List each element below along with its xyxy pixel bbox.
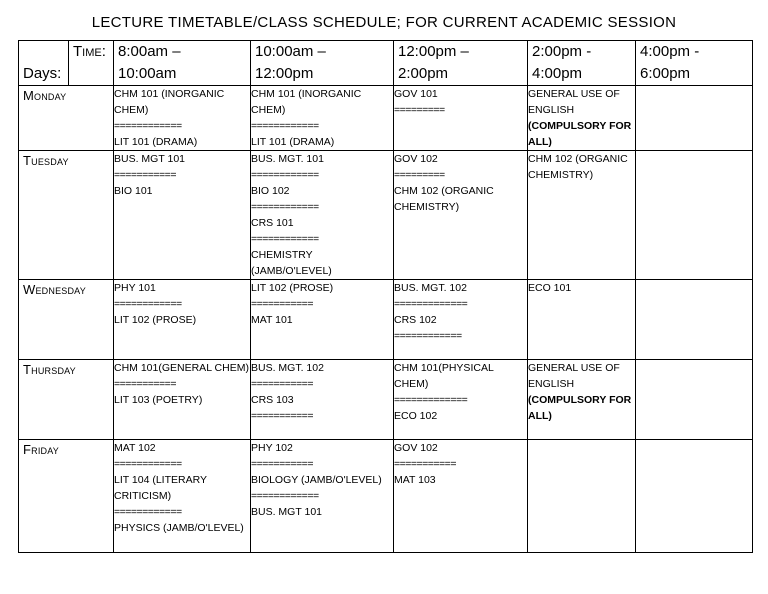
schedule-cell (394, 360, 528, 440)
slot-start: 10:00am – (255, 43, 326, 60)
separator: ============ (251, 490, 319, 502)
slot-header (528, 41, 636, 86)
separator: =========== (251, 458, 313, 470)
schedule-cell (636, 86, 753, 151)
schedule-cell (528, 86, 636, 151)
slot-start: 4:00pm - (640, 43, 700, 60)
timetable (18, 40, 753, 553)
slot-end: 10:00am (118, 65, 177, 82)
separator: =========== (114, 378, 176, 390)
header-row (19, 41, 753, 86)
slot-header (251, 41, 394, 86)
course-entry: LIT 103 (POETRY) (114, 394, 203, 406)
schedule-cell (114, 151, 251, 280)
schedule-cell (251, 440, 394, 553)
table-row (19, 280, 753, 360)
course-entry: MAT 103 (394, 474, 436, 486)
schedule-cell (394, 440, 528, 553)
days-label: Days: (23, 65, 62, 82)
course-entry: BIOLOGY (JAMB/O'LEVEL) (251, 474, 382, 486)
separator: ============ (114, 506, 182, 518)
course-entry: CRS 102 (394, 314, 437, 326)
course-entry: LIT 101 (DRAMA) (114, 136, 198, 148)
course-entry: CHM 101 (INORGANIC CHEM) (251, 88, 362, 116)
day-cell (19, 151, 114, 280)
schedule-cell (251, 360, 394, 440)
day-cell (19, 86, 114, 151)
course-entry: BIO 101 (114, 185, 153, 197)
schedule-cell (114, 440, 251, 553)
schedule-cell (394, 86, 528, 151)
course-entry: PHYSICS (JAMB/O'LEVEL) (114, 522, 244, 534)
course-entry: BUS. MGT 101 (251, 506, 322, 518)
separator: =========== (251, 378, 313, 390)
course-entry: PHY 101 (114, 282, 156, 294)
course-entry: LIT 104 (LITERARY CRITICISM) (114, 474, 207, 502)
time-header (69, 41, 114, 86)
course-entry: GOV 102 (394, 442, 438, 454)
separator: ============ (114, 120, 182, 132)
schedule-cell (528, 280, 636, 360)
day-cell (19, 280, 114, 360)
slot-header (636, 41, 753, 86)
course-entry: CHM 101(GENERAL CHEM) (114, 362, 249, 374)
day-label: Tuesday (23, 153, 69, 168)
schedule-cell (636, 151, 753, 280)
day-cell (19, 440, 114, 553)
separator: ============ (251, 201, 319, 213)
course-entry: MAT 102 (114, 442, 156, 454)
separator: ========= (394, 169, 445, 181)
course-entry: CHM 101(PHYSICAL CHEM) (394, 362, 494, 390)
slot-end: 6:00pm (640, 65, 691, 82)
slot-start: 12:00pm – (398, 43, 469, 60)
slot-header (114, 41, 251, 86)
slot-end: 12:00pm (255, 65, 314, 82)
day-label: Monday (23, 88, 67, 103)
course-entry: LIT 102 (PROSE) (114, 314, 197, 326)
separator: ============ (394, 330, 462, 342)
course-entry: BUS. MGT. 102 (394, 282, 467, 294)
page-title: LECTURE TIMETABLE/CLASS SCHEDULE; FOR CURRENT ACADEMIC SESSION (91, 14, 677, 31)
course-entry: (COMPULSORY FOR ALL) (528, 394, 632, 422)
separator: ========= (394, 104, 445, 116)
schedule-cell (114, 280, 251, 360)
slot-end: 2:00pm (398, 65, 449, 82)
course-entry: GOV 101 (394, 88, 438, 100)
separator: =========== (114, 169, 176, 181)
table-row (19, 360, 753, 440)
slot-start: 2:00pm - (532, 43, 592, 60)
slot-header (394, 41, 528, 86)
separator: =========== (251, 410, 313, 422)
separator: ============= (394, 298, 468, 310)
schedule-cell (636, 360, 753, 440)
course-entry: ECO 102 (394, 410, 438, 422)
day-cell (19, 360, 114, 440)
course-entry: LIT 101 (DRAMA) (251, 136, 335, 148)
course-entry: CHEMISTRY (JAMB/O'LEVEL) (251, 249, 332, 277)
course-entry: ECO 101 (528, 282, 572, 294)
course-entry: (COMPULSORY FOR ALL) (528, 120, 632, 148)
schedule-cell (114, 86, 251, 151)
course-entry: BUS. MGT. 102 (251, 362, 324, 374)
schedule-cell (636, 280, 753, 360)
day-label: Wednesday (23, 282, 86, 297)
schedule-cell (394, 280, 528, 360)
course-entry: CHM 102 (ORGANIC CHEMISTRY) (394, 185, 494, 213)
schedule-cell (394, 151, 528, 280)
schedule-cell (528, 360, 636, 440)
course-entry: LIT 102 (PROSE) (251, 282, 334, 294)
separator: ============ (251, 120, 319, 132)
separator: ============= (394, 394, 468, 406)
schedule-cell (251, 86, 394, 151)
course-entry: GOV 102 (394, 153, 438, 165)
course-entry: BIO 102 (251, 185, 290, 197)
table-row (19, 86, 753, 151)
separator: ============ (114, 458, 182, 470)
course-entry: PHY 102 (251, 442, 293, 454)
course-entry: GENERAL USE OF ENGLISH (528, 88, 620, 116)
course-entry: MAT 101 (251, 314, 293, 326)
days-header (19, 41, 69, 86)
schedule-cell (528, 151, 636, 280)
schedule-cell (636, 440, 753, 553)
separator: ============ (251, 169, 319, 181)
table-row (19, 151, 753, 280)
time-label: Time: (73, 43, 106, 60)
course-entry: CHM 101 (INORGANIC CHEM) (114, 88, 225, 116)
course-entry: CHM 102 (ORGANIC CHEMISTRY) (528, 153, 628, 181)
table-row (19, 440, 753, 553)
course-entry: CRS 101 (251, 217, 294, 229)
slot-start: 8:00am – (118, 43, 181, 60)
course-entry: BUS. MGT 101 (114, 153, 185, 165)
slot-end: 4:00pm (532, 65, 583, 82)
day-label: Thursday (23, 362, 76, 377)
day-label: Friday (23, 442, 59, 457)
separator: =========== (251, 298, 313, 310)
separator: ============ (251, 233, 319, 245)
schedule-cell (528, 440, 636, 553)
course-entry: GENERAL USE OF ENGLISH (528, 362, 620, 390)
separator: ============ (114, 298, 182, 310)
schedule-cell (251, 151, 394, 280)
schedule-cell (114, 360, 251, 440)
separator: =========== (394, 458, 456, 470)
schedule-cell (251, 280, 394, 360)
course-entry: BUS. MGT. 101 (251, 153, 324, 165)
course-entry: CRS 103 (251, 394, 294, 406)
